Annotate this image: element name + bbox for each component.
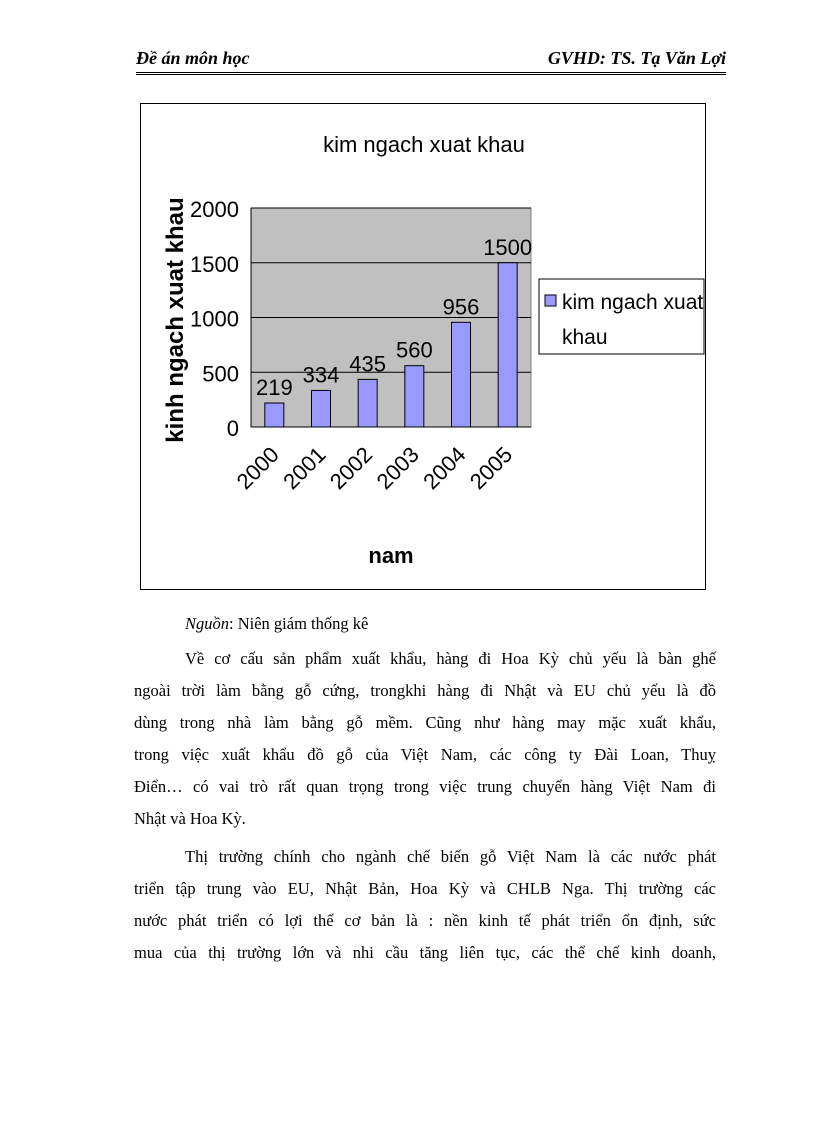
paragraph-line: Nhật và Hoa Kỳ. — [134, 809, 246, 828]
paragraph-line: trong việc xuất khẩu đồ gỗ của Việt Nam, các công ty Đài Loan, Thuỵ — [134, 745, 716, 764]
y-tick-label: 1500 — [190, 251, 239, 277]
y-tick-label: 2000 — [190, 197, 239, 222]
legend-label-line1: kim ngach xuat — [562, 291, 704, 314]
source-note — [185, 608, 368, 640]
header-supervisor: GVHD: TS. Tạ Văn Lợi — [547, 48, 726, 68]
legend-label-line2: khau — [562, 326, 608, 349]
paragraph-line: mua của thị trường lớn và nhi cầu tăng liên tục, các thể chế kinh doanh, — [134, 943, 716, 962]
bar — [498, 263, 517, 427]
x-tick-label: 2000 — [231, 441, 284, 495]
data-label: 219 — [255, 375, 293, 401]
header-course-title: Đề án môn học — [136, 48, 250, 68]
y-tick-label: 500 — [202, 361, 239, 387]
x-axis-label: nam — [368, 543, 414, 568]
y-tick-labels — [190, 197, 239, 441]
paragraph-line: triển tập trung vào EU, Nhật Bản, Hoa Kỳ và CHLB Nga. Thị trường các — [134, 879, 716, 898]
bar — [265, 403, 284, 427]
paragraph-main-markets — [134, 841, 716, 969]
paragraph-line: Về cơ cấu sản phẩm xuất khẩu, hàng đi Hoa Kỳ chủ yếu là bàn ghế — [185, 649, 716, 668]
y-tick-label: 1000 — [190, 306, 239, 332]
x-tick-label: 2004 — [418, 441, 471, 495]
data-label: 435 — [349, 351, 387, 377]
bar — [312, 390, 331, 427]
y-tick-label: 0 — [226, 416, 239, 441]
source-text: : Niên giám thống kê — [229, 614, 369, 633]
legend — [539, 279, 704, 354]
legend-swatch — [545, 295, 556, 306]
bar — [405, 366, 424, 427]
data-label: 334 — [302, 362, 340, 388]
paragraph-line: Điển… có vai trò rất quan trọng trong việc trung chuyển hàng Việt Nam đi — [134, 777, 716, 796]
paragraph-line: dùng trong nhà làm bằng gỗ mềm. Cũng như hàng may mặc xuất khẩu, — [134, 713, 716, 732]
y-axis-label: kinh ngach xuat khau — [162, 197, 189, 443]
chart-title: kim ngach xuat khau — [323, 132, 525, 157]
page-header — [136, 48, 726, 75]
paragraph-line: nước phát triển có lợi thế cơ bản là : nền kinh tế phát triển ổn định, sức — [134, 911, 716, 930]
bar — [358, 379, 377, 427]
paragraph-line: ngoài trời làm bằng gỗ cứng, trongkhi hàng đi Nhật và EU chủ yếu là đồ — [134, 681, 716, 700]
x-tick-label: 2001 — [278, 441, 331, 495]
x-tick-label: 2005 — [464, 441, 518, 495]
data-label: 1500 — [483, 234, 533, 260]
paragraph-line: Thị trường chính cho ngành chế biến gỗ Việt Nam là các nước phát — [185, 847, 716, 866]
source-label: Nguồn — [185, 614, 230, 633]
bar — [452, 322, 471, 427]
x-tick-label: 2002 — [324, 441, 378, 495]
x-tick-label: 2003 — [371, 441, 424, 495]
data-label: 956 — [442, 294, 480, 320]
chart-frame — [140, 103, 706, 590]
paragraph-product-structure — [134, 643, 716, 835]
x-tick-labels — [232, 442, 518, 494]
export-bar-chart — [141, 104, 705, 589]
data-label: 560 — [395, 337, 433, 363]
